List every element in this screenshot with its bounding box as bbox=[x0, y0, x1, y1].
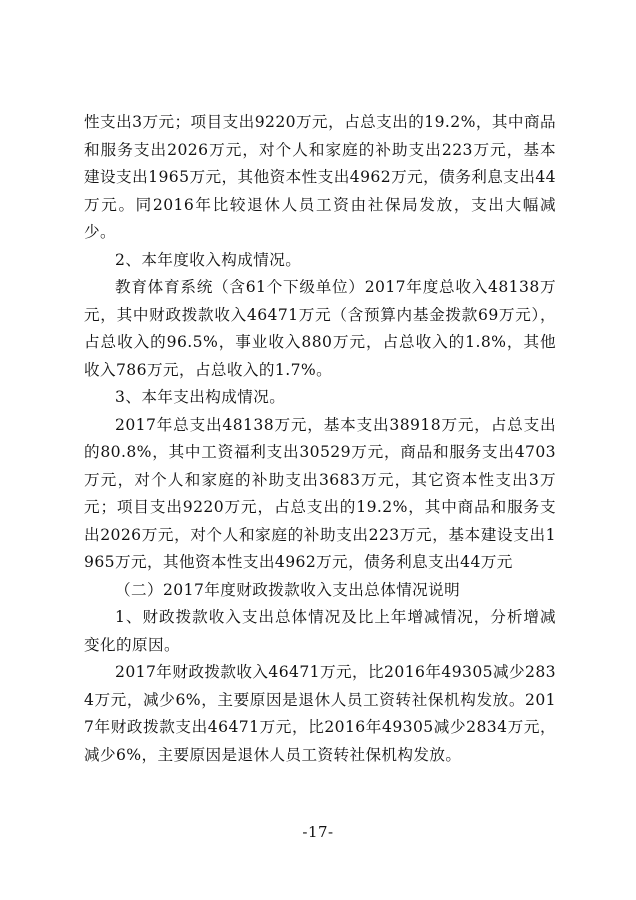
paragraph-fiscal-overview: 2017年财政拨款收入46471万元，比2016年49305减少2834万元，减少6%，主要原因是退休人员工资转社保机构发放。2017年财政拨款支出46471万元，比2016年49305减少2834万元，减少6%，主要原因是退休人员工资转社保机构发放。 bbox=[84, 663, 556, 764]
paragraph-expense-continuation: 性支出3万元；项目支出9220万元，占总支出的19.2%，其中商品和服务支出2026万元，对个人和家庭的补助支出223万元，基本建设支出1965万元，其他资本性支出4962万元，债务利息支出44万元。同2016年比较退休人员工资由社保局发放，支出大幅减少。 bbox=[84, 113, 556, 241]
paragraph-income-composition: 教育体育系统（含61个下级单位）2017年度总收入48138万元，其中财政拨款收入46471万元（含预算内基金拨款69万元），占总收入的96.5%，事业收入880万元，占总收入的1.8%，其他收入786万元，占总收入的1.7%。 bbox=[84, 278, 556, 379]
paragraph-expense-composition: 2017年总支出48138万元，基本支出38918万元，占总支出的80.8%，其中工资福利支出30529万元，商品和服务支出4703万元，对个人和家庭的补助支出3683万元，其它资本性支出3万元；项目支出9220万元，占总支出的19.2%，其中商品和服务支出2026万元，对个人和家庭的补助支出223万元，基本建设支出1965万元，其他资本性支出4962万元，债务利息支出44万元 bbox=[84, 415, 556, 571]
page-number: -17- bbox=[302, 823, 334, 841]
section-heading-fiscal-appropriation: （二）2017年度财政拨款收入支出总体情况说明 bbox=[115, 580, 461, 599]
heading-expense-composition: 3、本年支出构成情况。 bbox=[115, 388, 286, 406]
heading-income-composition: 2、本年度收入构成情况。 bbox=[115, 250, 302, 269]
heading-fiscal-overview: 1、财政拨款收入支出总体情况及比上年增减情况，分析增减变化的原因。 bbox=[84, 608, 556, 654]
document-body bbox=[84, 109, 556, 769]
